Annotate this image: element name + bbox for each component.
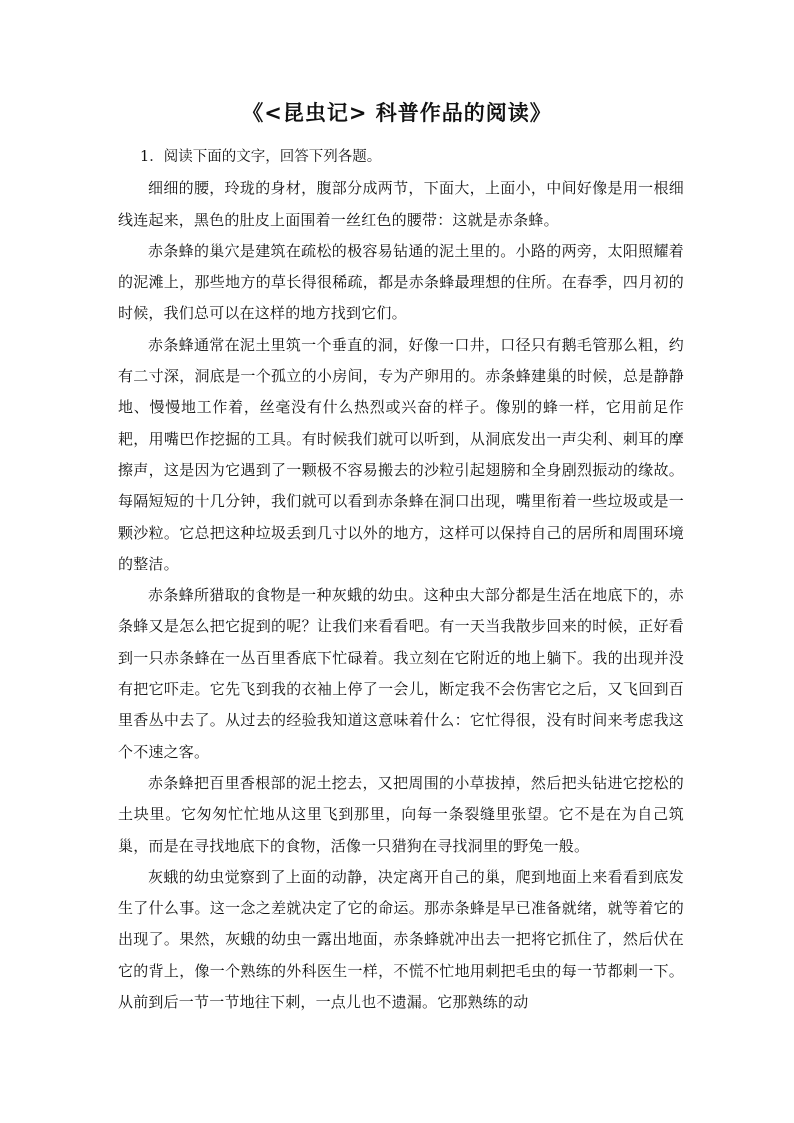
paragraph-1: 细细的腰，玲珑的身材，腹部分成两节，下面大，上面小，中间好像是用一根细线连起来，黑色的肚皮上面围着一丝红色的腰带：这就是赤条蜂。 <box>118 179 684 229</box>
paragraph-6: 灰蛾的幼虫觉察到了上面的动静，决定离开自己的巢，爬到地面上来看看到底发生了什么事。这一念之差就决定了它的命运。那赤条蜂是早已准备就绪，就等着它的出现了。果然，灰蛾的幼虫一露出地面，赤条蜂就冲出去一把将它抓住了，然后伏在它的背上，像一个熟练的外科医生一样，不慌不忙地用刺把毛虫的每一节都刺一下。从前到后一节一节地往下刺，一点儿也不遗漏。它那熟练的动 <box>118 867 684 1012</box>
article-body <box>118 142 684 1018</box>
paragraph-4: 赤条蜂所猎取的食物是一种灰蛾的幼虫。这种虫大部分都是生活在地底下的，赤条蜂又是怎么把它捉到的呢？让我们来看看吧。有一天当我散步回来的时候，正好看到一只赤条蜂在一丛百里香底下忙碌着。我立刻在它附近的地上躺下。我的出现并没有把它吓走。它先飞到我的衣袖上停了一会儿，断定我不会伤害它之后，又飞回到百里香丛中去了。从过去的经验我知道这意味着什么：它忙得很，没有时间来考虑我这个不速之客。 <box>118 586 684 761</box>
page-title: 《<昆虫记> 科普作品的阅读》 <box>242 101 552 125</box>
question-prompt: 1．阅读下面的文字，回答下列各题。 <box>140 149 382 165</box>
paragraph-5: 赤条蜂把百里香根部的泥土挖去，又把周围的小草拔掉，然后把头钻进它挖松的土块里。它匆匆忙忙地从这里飞到那里，向每一条裂缝里张望。它不是在为自己筑巢，而是在寻找地底下的食物，活像一只猎狗在寻找洞里的野兔一般。 <box>118 773 684 855</box>
paragraph-2: 赤条蜂的巢穴是建筑在疏松的极容易钻通的泥土里的。小路的两旁，太阳照耀着的泥滩上，那些地方的草长得很稀疏，都是赤条蜂最理想的住所。在春季，四月初的时候，我们总可以在这样的地方找到它们。 <box>118 241 684 323</box>
paragraph-3: 赤条蜂通常在泥土里筑一个垂直的洞，好像一口井，口径只有鹅毛管那么粗，约有二寸深，洞底是一个孤立的小房间，专为产卵用的。赤条蜂建巢的时候，总是静静地、慢慢地工作着，丝毫没有什么热烈或兴奋的样子。像别的蜂一样，它用前足作耙，用嘴巴作挖掘的工具。有时候我们就可以听到，从洞底发出一声尖利、刺耳的摩擦声，这是因为它遇到了一颗极不容易搬去的沙粒引起翅膀和全身剧烈振动的缘故。每隔短短的十几分钟，我们就可以看到赤条蜂在洞口出现，嘴里衔着一些垃圾或是一颗沙粒。它总把这种垃圾丢到几寸以外的地方，这样可以保持自己的居所和周围环境的整洁。 <box>118 335 684 573</box>
